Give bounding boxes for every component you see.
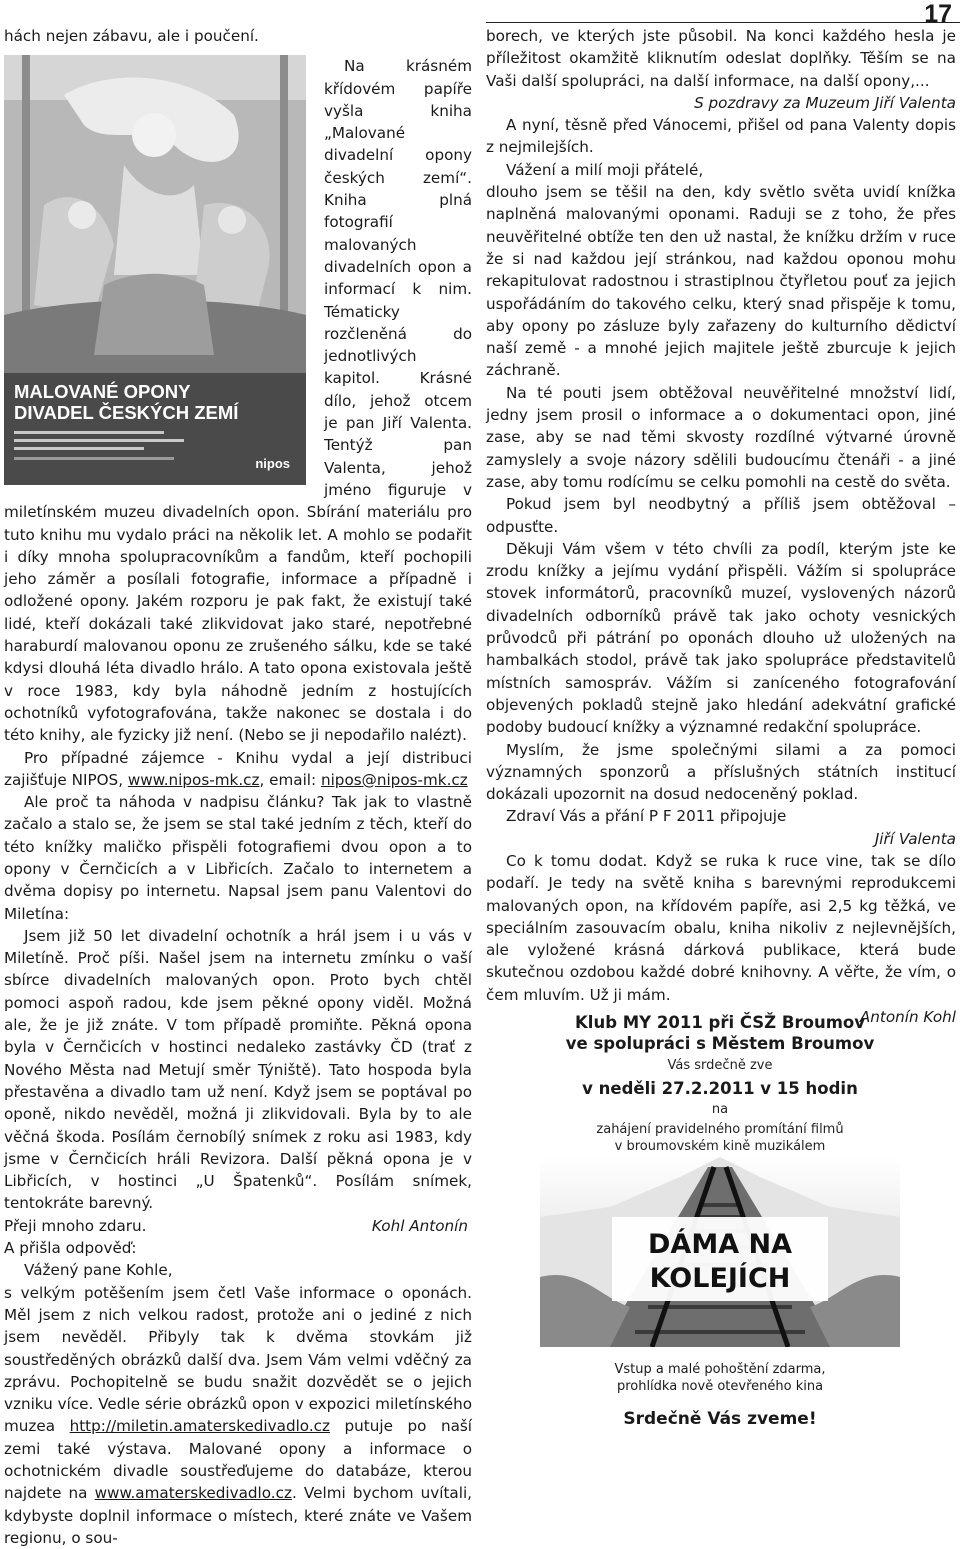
letter-paragraph: Na té pouti jsem obtěžoval neuvěřitelné množství lidí, jedny jsem prosil o informace a o dokumentaci opon, jiné zase, aby se nad těmi skvosty rozdílné výtvarné úrovně zamyslely a svoje názory sdělili budoucímu čtenáři - a jiné zase, aby tomu rodícímu se celku pomohli na cestě do světa. [486, 383, 956, 491]
book-cover-image [4, 55, 306, 485]
poster-date: v neděli 27.2.2011 v 15 hodin [582, 1079, 858, 1098]
letter-paragraph: Jsem již 50 let divadelní ochotník a hrál jsem i u vás v Miletíně. Proč píši. Našel jsem na internetu zmínku o vaší sbírce divadelních malovaných opon. Proto bych chtěl pomoci aspoň radou, kde jsem pěkné opony viděl. Možná ale, že je již znáte. V tom případě promiňte. Pěkná opona byla v Černčicích v hostinci nedaleko zastávky ČD (trať z Nového Města nad Metují směr Týniště). Tato hospoda byla přestavěna a divadlo tam už není. Když jsem se poptával po oponě, nikdo nevěděl, možná ji zlikvidovali. Byla by to ale věčná škoda. Posílám černobílý snímek z roku asi 1983, kdy jsme v Černčicích hráli Revizora. Další pěkná opona je v Libřicích, v hostinci „U Špatenků“. Posílám snímek, tentokráte barevný. [4, 926, 472, 1213]
poster-event-line: zahájení pravidelného promítání filmů [596, 1122, 844, 1137]
amaterskedivadlo-link[interactable]: www.amaterskedivadlo.cz [94, 1484, 292, 1503]
event-poster [540, 1012, 900, 1429]
letter-salutation: Vážení a milí moji přátelé, [506, 160, 704, 179]
letter-signature: S pozdravy za Muzeum Jiří Valenta [694, 93, 956, 112]
poster-closing: Srdečně Vás zveme! [623, 1409, 817, 1429]
header-rule [486, 22, 960, 23]
article-continuation: hách nejen zábavu, ale i poučení. [4, 27, 259, 45]
nipos-email-link[interactable]: nipos@nipos-mk.cz [320, 770, 468, 789]
poster-event-line: v broumovském kině muzikálem [614, 1139, 826, 1154]
letter-paragraph: s velkým potěšením jsem četl Vaše informace o oponách. Měl jsem z nich velkou radost, protože ani o jediné z nich jsem nevěděl. Přibyly tak k dvěma stovkám již soustředěných obrázků další dva. Jsem Vám velmi vděčný za zprávu. Pochopitelně se budu snažit dozvědět se o jejich vzniku více. Vedle série obrázků opon v expozici miletínského muzea http://miletin.amaterskedivadlo.cz putuje po naší zemi také výstava. Malované opony a informace o ochotnickém divadle soustřeďujeme do databáze, kterou najdete na www.amaterskedivadlo.cz. Velmi bychom uvítali, kdybyste doplnil informace o místech, které znáte ve Vašem regionu, o sou- [4, 1283, 473, 1547]
author-signature: Antonín Kohl [859, 1008, 956, 1027]
movie-title-line: DÁMA NA [648, 1229, 792, 1260]
letter-paragraph: dlouho jsem se těšil na den, kdy světlo světa uvidí knížka naplněná malovanými oponami. Raduji se z toho, že přes neuvěřitelné obtíže ten den už nastal, že knížku držím v ruce že si nad každou její stránkou, nad každou oponou mohu rekapitulovat radostnou i strastiplnou čtyřletou pouť za jejich uspořádáním do takového celku, který snad přispěje k tomu, aby opony po zásluze byly zařazeny do kulturního dědictví naší země - a mnohé jejich majitele ještě zburcuje k jejich záchraně. [486, 183, 956, 380]
miletin-link[interactable]: http://miletin.amaterskedivadlo.cz [69, 1417, 330, 1436]
poster-na: na [711, 1102, 729, 1117]
nipos-web-link[interactable]: www.nipos-mk.cz [127, 770, 260, 789]
letter-paragraph: Děkuji Vám všem v této chvíli za podíl, kterým jste ke zrodu knížky a jejímu vydání přispěli. Vážím si spolupráce stovek informátorů, pracovníků muzeí, vyslovených názorů divadelních odborníků právě tak jako ochoty vesnických průvodců při pátrání po oponách dlouho už uložených na hambalkách stodol, právě tak jako spolupráce představitelů místních samospráv. Vážím si zaníceného fotografování objevených pokladů stejně jako hledání adekvátní grafické podoby budoucí knížky a významné redakční spolupráce. [486, 539, 956, 737]
right-column [486, 25, 956, 1028]
poster-club-line: ve spolupráci s Městem Broumov [565, 1034, 875, 1053]
poster-free-entry: Vstup a malé pohoštění zdarma, prohlídka nově otevřeného kina [614, 1362, 826, 1394]
letter-paragraph: Myslím, že jsme společnými silami a za pomoci významných sponzorů a příslušných státních institucí dokázali upozornit na dosud nedoceněný poklad. [486, 740, 956, 804]
letter-signature: Jiří Valenta [874, 829, 956, 848]
poster-club-line: Klub MY 2011 při ČSŽ Broumov [575, 1013, 865, 1032]
article-paragraph: Na krásném křídovém papíře vyšla kniha „Malované divadelní opony českých zemí“. Kniha plná fotografií malovaných divadelních opon a informací k nim. Tématicky rozčleněná do jednotlivých kapitol. Krásné dílo, jehož otcem je pan Jiří Valenta. Tentýž pan Valenta, jehož jméno figuruje v miletínském muzeu divadelních opon. Sbírání materiálu pro tuto knihu mu vydalo práci na několik let. A mohlo se podařit i díky mnoha spolupracovníkům a fandům, kteří pochopili jeho záměr a posílali fotografie, informace a případně i odložené opony. Jakém rozporu je pak fakt, že existují také lidé, kteří dokázali také zlikvidovat jako staré, nepotřebné haraburdí malovanou oponu ze zrušeného sálku, kde se také kdysi dlouhá léta divadlo hrálo. A tato opona existovala ještě v roce 1983, kdy byla náhodně jedním z hostujících ochotníků vyfotografována, takže nakonec se dostala i do této knihy, ale fyzicky již není. (Nebo se ji nepodařilo nalézt). [4, 57, 472, 745]
railroad-track-illustration [540, 1157, 900, 1347]
book-cover-title: MALOVANÉ OPONY DIVADEL ČESKÝCH ZEMÍ [14, 381, 239, 424]
movie-title-line: KOLEJÍCH [649, 1263, 791, 1294]
article-paragraph: Ale proč ta náhoda v nadpisu článku? Tak jak to vlastně začalo a stalo se, že jsem se stal také jedním z těch, kteří do této knížky maličko přispěli fotografiemi dvou opon a to opony v Černčicích a v Libřicích. Začalo to internetem a dvěma dopisy po internetu. Napsal jsem panu Valentovi do Miletína: [4, 793, 472, 923]
article-paragraph: Pro případné zájemce - Knihu vydal a její distribuci zajišťuje NIPOS, www.nipos-mk.cz, email: nipos@nipos-mk.cz [4, 748, 472, 789]
left-column [4, 25, 472, 1549]
letter-paragraph: Pokud jsem byl neodbytný a příliš jsem obtěžoval – odpusťte. [486, 495, 956, 536]
publisher-logo: nipos [255, 456, 290, 472]
curtain-illustration [4, 55, 306, 373]
article-paragraph: Co k tomu dodat. Když se ruka k ruce vine, tak se dílo podaří. Je tedy na světě kniha s barevnými reprodukcemi malovaných opon, na křídovém papíře, asi 2,5 kg těžká, ve speciálním zasouvacím obalu, kniha nikoliv z nejlevnějších, ale vyložené krásná dárková publikace, která bude skutečnou ozdobou každé dobré knihovny. A věřte, že vím, o čem mluvím. Už ji mám. [486, 851, 956, 1004]
article-paragraph: A přišla odpověď: [4, 1239, 137, 1258]
page-number: 17 [924, 0, 952, 28]
letter-closing: Přeji mnoho zdaru. Kohl Antonín [4, 1216, 468, 1235]
letter-salutation: Vážený pane Kohle, [24, 1261, 173, 1280]
letter-greeting: Zdraví Vás a přání P F 2011 připojuje [506, 807, 787, 826]
article-paragraph: A nyní, těsně před Vánocemi, přišel od pana Valenty dopis z nejmilejších. [486, 116, 956, 157]
poster-invite: Vás srdečně zve [667, 1058, 773, 1073]
letter-paragraph: borech, ve kterých jste působil. Na konci každého hesla je příležitost okamžitě kliknutím odeslat doplňky. Těším se na Vaši další spolupráci, na další informace, na další opony,... [486, 27, 956, 90]
